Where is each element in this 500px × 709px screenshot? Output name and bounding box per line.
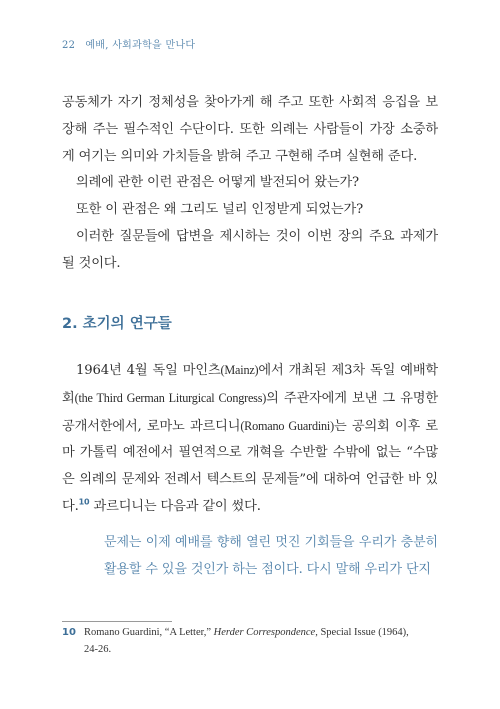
intro-paragraph: 또한 이 관점은 왜 그리도 널리 인정받게 되었는가? xyxy=(76,202,363,218)
footnote-reference[interactable]: 10 xyxy=(78,497,90,507)
footnote-line xyxy=(62,624,438,641)
section-body xyxy=(62,357,438,521)
running-title: 예배, 사회과학을 만나다 xyxy=(85,40,196,51)
text-run: 1964년 4월 독일 마인츠 xyxy=(76,363,221,378)
text-run: 에서 개최된 제3차 독일 예배학회 xyxy=(62,363,438,406)
text-run-latin: (Mainz) xyxy=(220,363,259,377)
text-run-latin: (the Third German Liturgical Congress) xyxy=(74,390,267,405)
footnote-divider xyxy=(62,621,172,622)
block-quote: 문제는 이제 예배를 향해 열린 멋진 기회들을 우리가 충분히 활용할 수 있을 것인가 하는 점이다. 다시 말해 우리가 단지 xyxy=(104,535,438,577)
footnote-number: 10 xyxy=(62,627,76,638)
running-header xyxy=(62,36,195,51)
intro-text xyxy=(62,90,438,278)
text-run: 과르디니는 다음과 같이 썼다. xyxy=(89,498,261,514)
footnote-text: Romano Guardini, “A Letter,” xyxy=(84,627,214,638)
footnote xyxy=(62,624,438,658)
intro-paragraph: 이러한 질문들에 답변을 제시하는 것이 이번 장의 주요 과제가 될 것이다. xyxy=(62,228,438,271)
section-heading: 2. 초기의 연구들 xyxy=(62,316,172,332)
text-run: 는 공의회 이후 로마 가톨릭 예전에서 필연적으로 개혁을 수반할 수밖에 없는 “수많은 의례의 문제와 전례서 텍스트의 문제들”에 대하여 언급한 바 있다. xyxy=(62,418,438,514)
text-run: 의 주관자에게 보낸 그 유명한 공개서한에서, 로마노 과르디니 xyxy=(62,390,438,434)
intro-paragraph: 공동체가 자기 정체성을 찾아가게 해 주고 또한 사회적 응집을 보장해 주는 필수적인 수단이다. 또한 의례는 사람들이 가장 소중하게 여기는 의미와 가치들을 밝혀 주고 구현해 주며 실현해 준다. xyxy=(62,95,438,164)
section-paragraph xyxy=(62,357,438,521)
page-number: 22 xyxy=(62,40,76,51)
text-run-latin: (Romano Guardini) xyxy=(240,418,334,433)
intro-paragraph: 의례에 관한 이런 관점은 어떻게 발전되어 왔는가? xyxy=(76,175,359,191)
footnote-source-title: Herder Correspondence xyxy=(213,627,316,638)
footnote-text: , Special Issue (1964), xyxy=(315,627,409,638)
footnote-pages: 24-26. xyxy=(84,644,112,655)
